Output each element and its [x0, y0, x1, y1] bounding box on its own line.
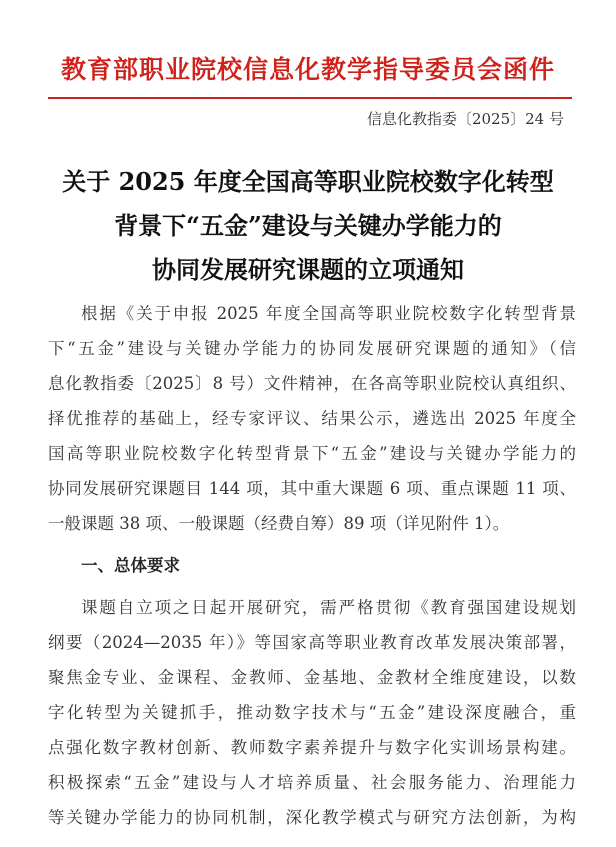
paragraph-line: 积极探索“五金”建设与人才培养质量、社会服务能力、治理能力 — [48, 773, 576, 792]
document-title — [0, 160, 616, 292]
paragraph-line: 根据《关于申报 2025 年度全国高等职业院校数字化转型背景 — [81, 304, 576, 323]
letterhead-divider — [48, 97, 572, 99]
paragraph-requirements — [48, 590, 576, 835]
paragraph-line: 息化教指委〔2025〕8 号）文件精神，在各高等职业院校认真组织、 — [48, 374, 576, 393]
paragraph-line: 等关键办学能力的协同机制，深化教学模式与研究方法创新，为构 — [48, 808, 576, 827]
paragraph-intro — [48, 296, 576, 541]
paragraph-line: 课题自立项之日起开展研究，需严格贯彻《教育强国建设规划 — [81, 598, 576, 617]
title-line: 协同发展研究课题的立项通知 — [152, 255, 464, 284]
paragraph-line: 下“五金”建设与关键办学能力的协同发展研究课题的通知》（信 — [48, 339, 576, 358]
document-number: 信息化教指委〔2025〕24 号 — [366, 110, 564, 128]
paragraph-line: 字化转型为关键抓手，推动数字技术与“五金”建设深度融合，重 — [48, 703, 576, 722]
paragraph-line: 点强化数字教材创新、教师数字素养提升与数字化实训场景构建。 — [48, 738, 576, 757]
paragraph-line: 协同发展研究课题目 144 项，其中重大课题 6 项、重点课题 11 项、 — [48, 479, 576, 498]
title-line: 关于 2025 年度全国高等职业院校数字化转型 — [62, 167, 554, 196]
paragraph-line: 一般课题 38 项、一般课题（经费自筹）89 项（详见附件 1）。 — [48, 514, 510, 533]
section-heading: 一、总体要求 — [81, 556, 180, 575]
paragraph-line: 国高等职业院校数字化转型背景下“五金”建设与关键办学能力的 — [48, 444, 576, 463]
paragraph-line: 聚焦金专业、金课程、金教师、金基地、金教材全维度建设，以数 — [48, 668, 576, 687]
paragraph-line: 纲要（2024—2035 年）》等国家高等职业教育改革发展决策部署， — [48, 633, 576, 652]
title-line: 背景下“五金”建设与关键办学能力的 — [114, 211, 502, 240]
org-letterhead: 教育部职业院校信息化教学指导委员会函件 — [60, 55, 555, 84]
paragraph-line: 择优推荐的基础上，经专家评议、结果公示，遴选出 2025 年度全 — [48, 409, 576, 428]
